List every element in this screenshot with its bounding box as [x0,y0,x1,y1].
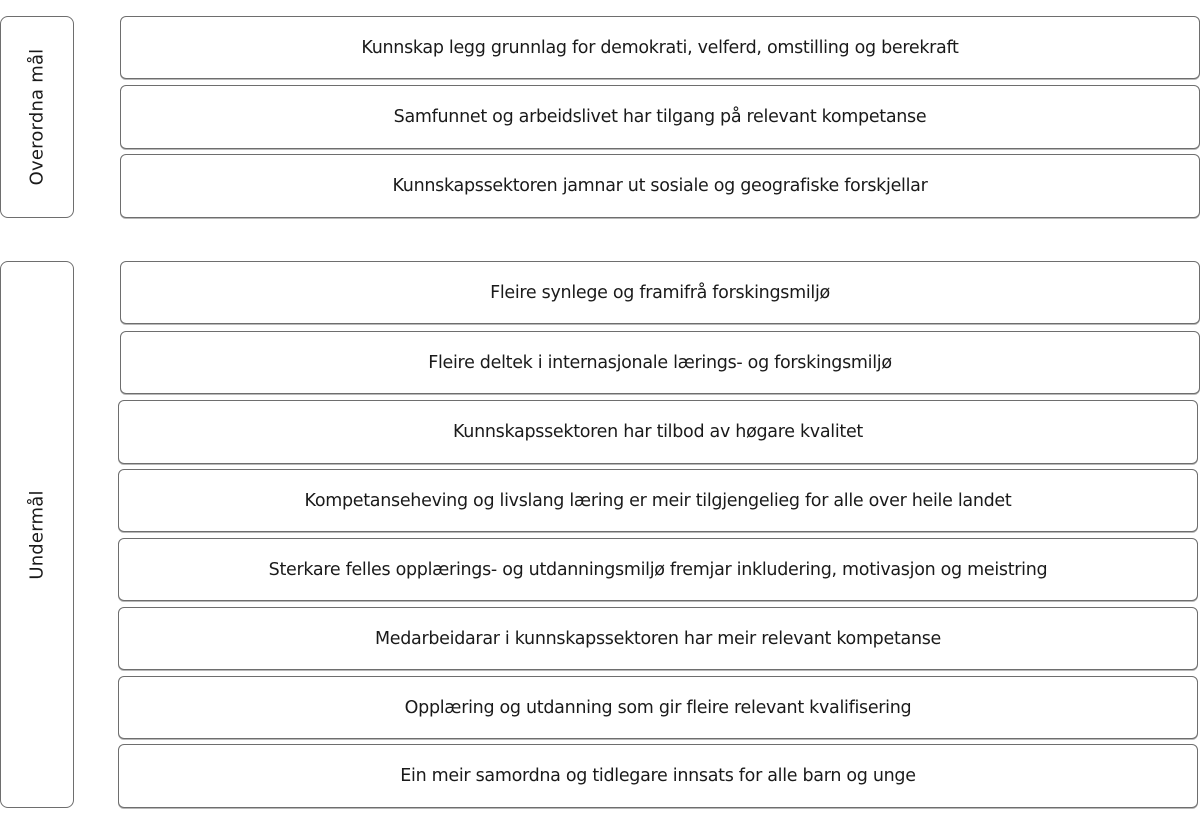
undermal-item [118,469,1198,532]
goal-text: Medarbeidarar i kunnskapssektoren har meir relevant kompetanse [374,628,942,649]
overordna-mal-group-label [0,16,74,218]
goal-text: Kompetanseheving og livslang læring er meir tilgjengelieg for alle over heile landet [304,490,1012,511]
goal-text: Kunnskapssektoren har tilbod av høgare kvalitet [453,422,863,442]
undermal-item [118,676,1198,739]
goal-text: Fleire deltek i internasjonale lærings- og forskingsmiljø [428,352,892,373]
undermal-item [118,744,1198,808]
group-label-text: Undermål [26,489,48,580]
overordna-mal-item [120,85,1200,149]
group-label-text: Overordna mål [26,48,48,186]
overordna-mal-item [120,154,1200,218]
goal-text: Samfunnet og arbeidslivet har tilgang på relevant kompetanse [393,107,927,127]
goal-text: Sterkare felles opplærings- og utdanningsmiljø fremjar inkludering, motivasjon og meistring [268,559,1048,580]
goal-text: Opplæring og utdanning som gir fleire relevant kvalifisering [404,697,912,718]
undermal-item [118,400,1198,464]
overordna-mal-item [120,16,1200,79]
undermal-group-label [0,261,74,808]
undermal-item [120,261,1200,324]
goal-text: Kunnskapssektoren jamnar ut sosiale og geografiske forskjellar [392,176,928,196]
goal-text: Kunnskap legg grunnlag for demokrati, velferd, omstilling og berekraft [361,37,959,58]
undermal-item [120,331,1200,394]
goal-text: Ein meir samordna og tidlegare innsats for alle barn og unge [400,766,916,786]
undermal-item [118,607,1198,670]
undermal-item [118,538,1198,601]
goal-text: Fleire synlege og framifrå forskingsmiljø [490,282,830,303]
